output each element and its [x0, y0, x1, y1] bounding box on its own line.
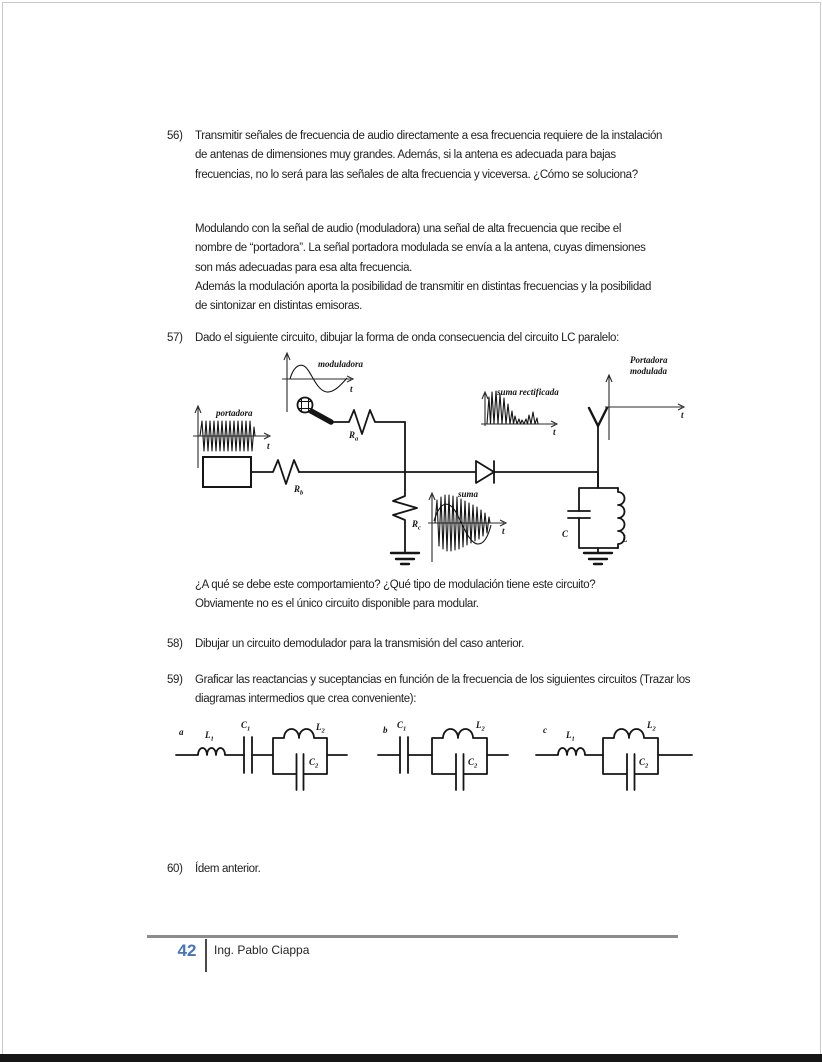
question-57 — [167, 329, 687, 348]
ground-symbol — [584, 553, 612, 564]
inductor-l1-label: $L_1$ — [566, 730, 575, 743]
question-59-number: 59) — [167, 674, 183, 686]
capacitor — [568, 511, 590, 518]
capacitor-c1 — [244, 737, 252, 773]
answer-56-paragraph-1: Modulando con la señal de audio (moduladora) una señal de alta frecuencia que recibe el nombre de “portadora”. La señal portadora modulada se envía a la antena, cuyas dimensiones son más adecuadas para esa alta frecuencia. — [195, 223, 646, 274]
inductor-l2-label: $L_2$ — [316, 722, 325, 735]
modulator-circuit-figure — [180, 348, 700, 580]
answer-56-paragraph-2: Además la modulación aporta la posibilidad de transmitir en distintas frecuencias y la posibilidad de sintonizar en distintas emisoras. — [195, 280, 651, 313]
t-axis-label: t — [502, 526, 505, 536]
portadora-modulada-label-1: Portadora — [630, 355, 668, 365]
question-60-number: 60) — [167, 863, 183, 875]
question-59 — [167, 671, 700, 710]
circuit-c-tag: c — [543, 725, 547, 735]
suma-label: suma — [458, 489, 479, 499]
capacitor-c1-label: $C_1$ — [241, 720, 251, 733]
ground-symbol — [391, 553, 419, 564]
circuit-a — [176, 720, 347, 790]
question-60 — [167, 860, 567, 879]
moduladora-plot — [282, 353, 364, 412]
footer-rule — [147, 935, 678, 938]
suma-rectificada-plot — [481, 387, 559, 437]
footer-author: Ing. Pablo Ciappa — [214, 943, 310, 957]
inductor-l2-label: $L_2$ — [476, 720, 485, 733]
capacitor-c2-label: $C_2$ — [309, 757, 319, 770]
question-58-number: 58) — [167, 638, 183, 650]
question-57-text: Dado el siguiente circuito, dibujar la forma de onda consecuencia del circuito LC paralelo: — [195, 332, 619, 344]
bottom-dark-strip — [0, 1054, 822, 1062]
question-56 — [167, 127, 665, 185]
inductor-l1-label: $L_1$ — [205, 730, 214, 743]
question-60-text: Ídem anterior. — [195, 863, 261, 875]
page-number: 42 — [177, 941, 197, 960]
circuit-b — [378, 720, 508, 790]
circuit-c — [536, 720, 692, 790]
lc-circuits-figure — [170, 710, 700, 802]
question-58-text: Dibujar un circuito demodulador para la transmisión del caso anterior. — [195, 638, 524, 650]
question-56-text: Transmitir señales de frecuencia de audio directamente a esa frecuencia requiere de la instalación de antenas de dimensiones muy grandes. Además, si la antena es adecuada para bajas frecuencias, no lo será para las señales de alta frecuencia y viceversa. ¿Cómo se soluciona? — [195, 130, 663, 181]
caption-57: ¿A qué se debe este comportamiento? ¿Qué tipo de modulación tiene este circuito? Obviamente no es el único circuito disponible para modular. — [195, 579, 596, 611]
circuit-b-tag: b — [383, 725, 388, 735]
capacitor-label: C — [562, 529, 569, 539]
signal-generator-box — [203, 457, 251, 487]
circuit-a-tag: a — [179, 727, 184, 737]
capacitor-c1-label: $C_1$ — [397, 720, 407, 733]
portadora-modulada-plot — [605, 355, 684, 440]
question-59-text: Graficar las reactancias y suceptancias en función de la frecuencia de los siguientes circuitos (Trazar los diagramas intermedios que crea conveniente): — [195, 674, 691, 706]
answer-56 — [195, 220, 655, 316]
t-axis-label: t — [553, 427, 556, 437]
footer-divider — [205, 939, 207, 972]
resistor-rc — [391, 422, 421, 564]
capacitor-c2-label: $C_2$ — [639, 757, 649, 770]
resistor-rc-label: $R_c$ — [412, 519, 421, 532]
portadora-modulada-label-2: modulada — [630, 366, 668, 376]
t-axis-label: t — [681, 410, 684, 420]
resistor-ra-label: $R_a$ — [349, 430, 359, 443]
inductor-l2-label: $L_2$ — [647, 720, 656, 733]
suma-plot — [428, 489, 506, 562]
portadora-label: portadora — [216, 408, 253, 418]
resistor-ra — [331, 410, 405, 443]
diode — [476, 461, 494, 483]
suma-rectificada-label: suma rectificada — [497, 387, 559, 397]
question-56-number: 56) — [167, 130, 183, 142]
inductor-label: L — [622, 534, 628, 544]
microphone-icon — [298, 398, 332, 423]
t-axis-label: t — [350, 384, 353, 394]
t-axis-label: t — [267, 441, 270, 451]
question-57-number: 57) — [167, 332, 183, 344]
lc-tank — [562, 472, 628, 564]
resistor-rb-label: $R_b$ — [294, 484, 304, 497]
moduladora-label: moduladora — [318, 359, 364, 369]
capacitor-c2-label: $C_2$ — [468, 757, 478, 770]
question-58 — [167, 635, 667, 654]
resistor-rb — [251, 460, 304, 497]
